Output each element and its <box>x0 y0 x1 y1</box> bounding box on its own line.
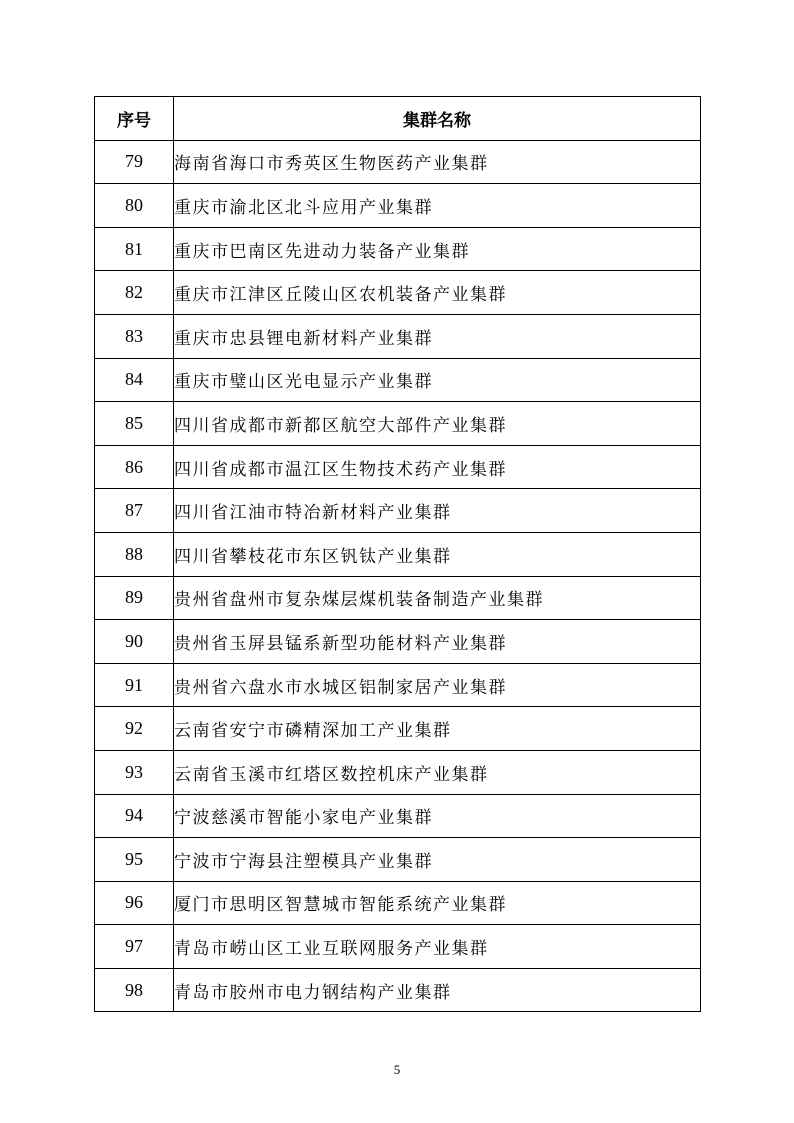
row-name: 贵州省盘州市复杂煤层煤机装备制造产业集群 <box>174 576 701 620</box>
table-row <box>95 402 701 446</box>
row-number: 94 <box>95 794 174 838</box>
row-name: 云南省玉溪市红塔区数控机床产业集群 <box>174 750 701 794</box>
row-number: 88 <box>95 532 174 576</box>
table-row <box>95 620 701 664</box>
header-number: 序号 <box>95 97 174 141</box>
row-name: 重庆市忠县锂电新材料产业集群 <box>174 314 701 358</box>
row-number: 79 <box>95 140 174 184</box>
row-number: 80 <box>95 184 174 228</box>
table-row <box>95 227 701 271</box>
row-name: 四川省成都市新都区航空大部件产业集群 <box>174 402 701 446</box>
table-header-row <box>95 97 701 141</box>
row-number: 95 <box>95 838 174 882</box>
row-number: 91 <box>95 663 174 707</box>
table-row <box>95 532 701 576</box>
table-row <box>95 838 701 882</box>
row-name: 重庆市渝北区北斗应用产业集群 <box>174 184 701 228</box>
row-name: 青岛市胶州市电力钢结构产业集群 <box>174 968 701 1012</box>
row-name: 海南省海口市秀英区生物医药产业集群 <box>174 140 701 184</box>
table-row <box>95 925 701 969</box>
row-number: 81 <box>95 227 174 271</box>
table-row <box>95 489 701 533</box>
row-name: 四川省江油市特冶新材料产业集群 <box>174 489 701 533</box>
row-number: 93 <box>95 750 174 794</box>
row-name: 贵州省玉屏县锰系新型功能材料产业集群 <box>174 620 701 664</box>
table-row <box>95 968 701 1012</box>
table-row <box>95 794 701 838</box>
table-row <box>95 184 701 228</box>
row-name: 重庆市巴南区先进动力装备产业集群 <box>174 227 701 271</box>
row-name: 贵州省六盘水市水城区铝制家居产业集群 <box>174 663 701 707</box>
header-name: 集群名称 <box>174 97 701 141</box>
table-row <box>95 707 701 751</box>
row-number: 96 <box>95 881 174 925</box>
table-row <box>95 663 701 707</box>
row-number: 89 <box>95 576 174 620</box>
row-name: 四川省成都市温江区生物技术药产业集群 <box>174 445 701 489</box>
table-row <box>95 881 701 925</box>
row-name: 青岛市崂山区工业互联网服务产业集群 <box>174 925 701 969</box>
row-number: 90 <box>95 620 174 664</box>
table-row <box>95 271 701 315</box>
row-number: 85 <box>95 402 174 446</box>
row-name: 云南省安宁市磷精深加工产业集群 <box>174 707 701 751</box>
row-number: 92 <box>95 707 174 751</box>
cluster-table <box>94 96 701 1012</box>
table-row <box>95 750 701 794</box>
row-number: 82 <box>95 271 174 315</box>
row-name: 重庆市璧山区光电显示产业集群 <box>174 358 701 402</box>
table-row <box>95 576 701 620</box>
table-row <box>95 445 701 489</box>
table-row <box>95 358 701 402</box>
row-name: 四川省攀枝花市东区钒钛产业集群 <box>174 532 701 576</box>
row-number: 97 <box>95 925 174 969</box>
table-row <box>95 140 701 184</box>
table-row <box>95 314 701 358</box>
row-name: 宁波市宁海县注塑模具产业集群 <box>174 838 701 882</box>
row-number: 84 <box>95 358 174 402</box>
page-number: 5 <box>393 1062 401 1077</box>
row-name: 厦门市思明区智慧城市智能系统产业集群 <box>174 881 701 925</box>
row-number: 83 <box>95 314 174 358</box>
row-name: 重庆市江津区丘陵山区农机装备产业集群 <box>174 271 701 315</box>
row-number: 98 <box>95 968 174 1012</box>
row-name: 宁波慈溪市智能小家电产业集群 <box>174 794 701 838</box>
row-number: 87 <box>95 489 174 533</box>
row-number: 86 <box>95 445 174 489</box>
